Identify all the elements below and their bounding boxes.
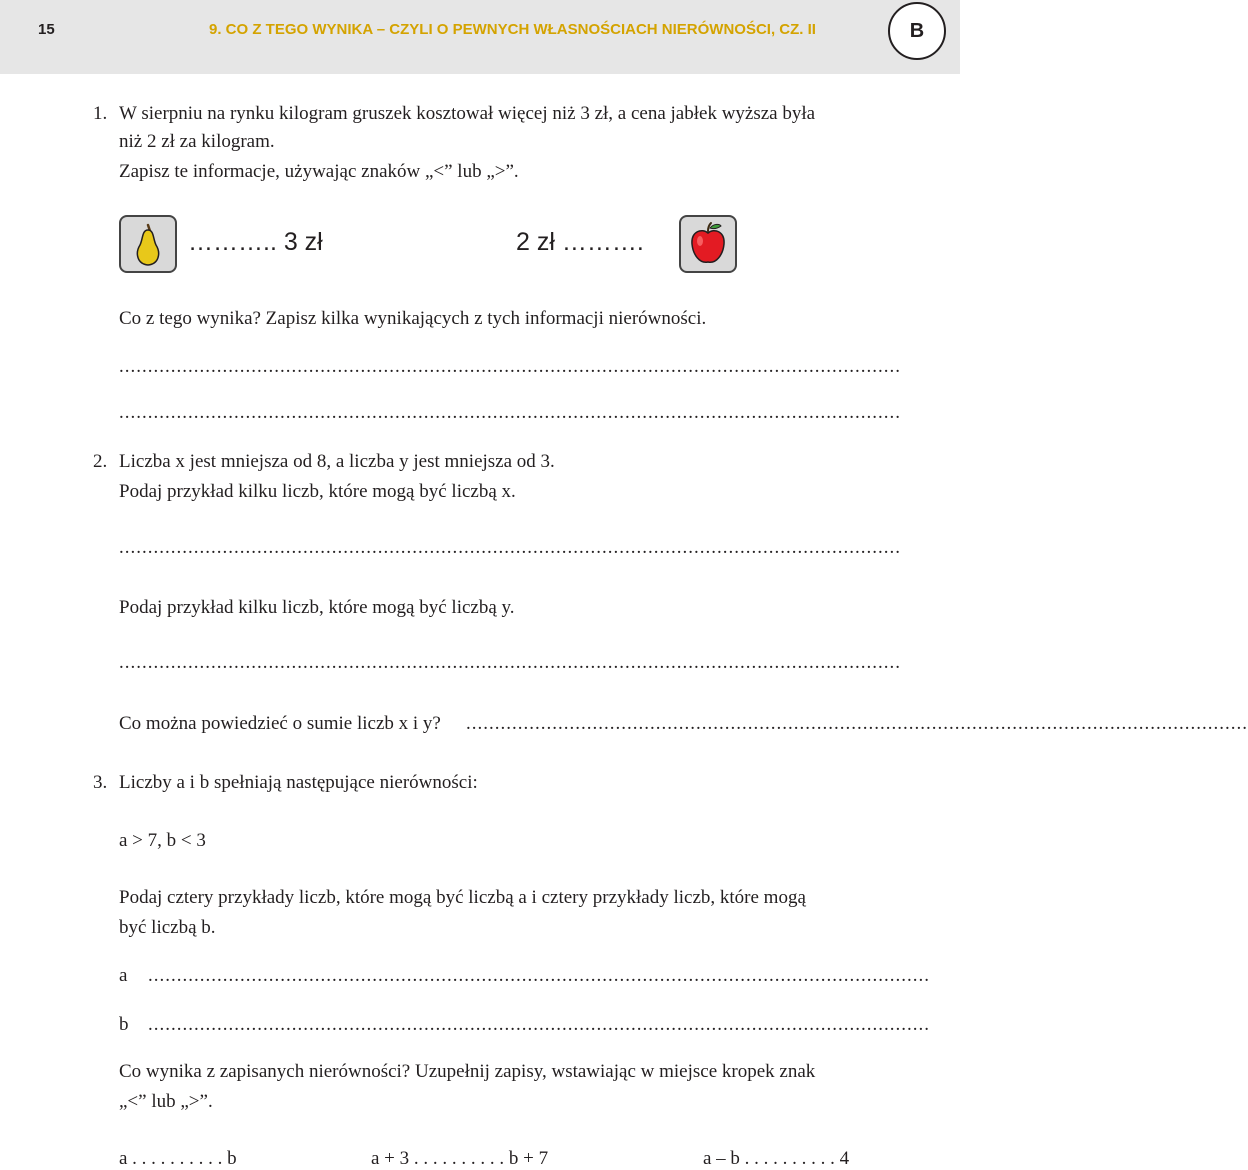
label-b: b	[119, 1014, 129, 1035]
label-a: a	[119, 965, 128, 986]
task1-question: Co z tego wynika? Zapisz kilka wynikających z tych informacji nierówności.	[119, 308, 707, 329]
task1-line2: niż 2 zł za kilogram.	[119, 131, 275, 152]
apple-icon	[679, 215, 737, 273]
task1-number: 1.	[93, 103, 108, 124]
page-number: 15	[38, 21, 55, 38]
answer-line[interactable]: ........................................................................................................................................	[119, 402, 901, 423]
task2-line3: Podaj przykład kilku liczb, które mogą być liczbą y.	[119, 597, 515, 618]
task3-line2: Podaj cztery przykłady liczb, które mogą być liczbą a i cztery przykłady liczb, które mogą	[119, 887, 806, 908]
answer-line[interactable]: ........................................................................................................................................	[119, 652, 901, 673]
level-badge: B	[888, 2, 946, 60]
fill-expression-3[interactable]: a – b . . . . . . . . . . 4	[703, 1148, 850, 1169]
answer-line[interactable]: ........................................................................................................................................	[119, 537, 901, 558]
fill-expression-2[interactable]: a + 3 . . . . . . . . . . b + 7	[371, 1148, 549, 1169]
pear-price-blank[interactable]: ……….. 3 zł	[188, 228, 323, 256]
task3-line1: Liczby a i b spełniają następujące nierówności:	[119, 772, 478, 793]
chapter-title: 9. CO Z TEGO WYNIKA – CZYLI O PEWNYCH WŁASNOŚCIACH NIERÓWNOŚCI, CZ. II	[209, 21, 816, 38]
task2-line2: Podaj przykład kilku liczb, które mogą być liczbą x.	[119, 481, 516, 502]
answer-line[interactable]: ........................................................................................................................................	[466, 713, 1248, 734]
page-header	[0, 0, 960, 74]
task3-conditions: a > 7, b < 3	[119, 830, 206, 851]
pear-icon	[119, 215, 177, 273]
task3-line4: Co wynika z zapisanych nierówności? Uzupełnij zapisy, wstawiając w miejsce kropek znak	[119, 1061, 816, 1082]
task3-line3: być liczbą b.	[119, 917, 216, 938]
task1-line1: W sierpniu na rynku kilogram gruszek kosztował więcej niż 3 zł, a cena jabłek wyższa była	[119, 103, 816, 124]
task3-line5: „<” lub „>”.	[119, 1091, 213, 1112]
answer-line[interactable]: ........................................................................................................................................	[148, 965, 930, 986]
answer-line[interactable]: ........................................................................................................................................	[148, 1014, 930, 1035]
task3-number: 3.	[93, 772, 108, 793]
task2-number: 2.	[93, 451, 108, 472]
task1-line3: Zapisz te informacje, używając znaków „<” lub „>”.	[119, 161, 519, 182]
task2-line4: Co można powiedzieć o sumie liczb x i y?	[119, 713, 441, 734]
apple-price-blank[interactable]: 2 zł ……….	[516, 228, 644, 256]
fill-expression-1[interactable]: a . . . . . . . . . . b	[119, 1148, 237, 1169]
answer-line[interactable]: ........................................................................................................................................	[119, 356, 901, 377]
task2-line1: Liczba x jest mniejsza od 8, a liczba y jest mniejsza od 3.	[119, 451, 555, 472]
